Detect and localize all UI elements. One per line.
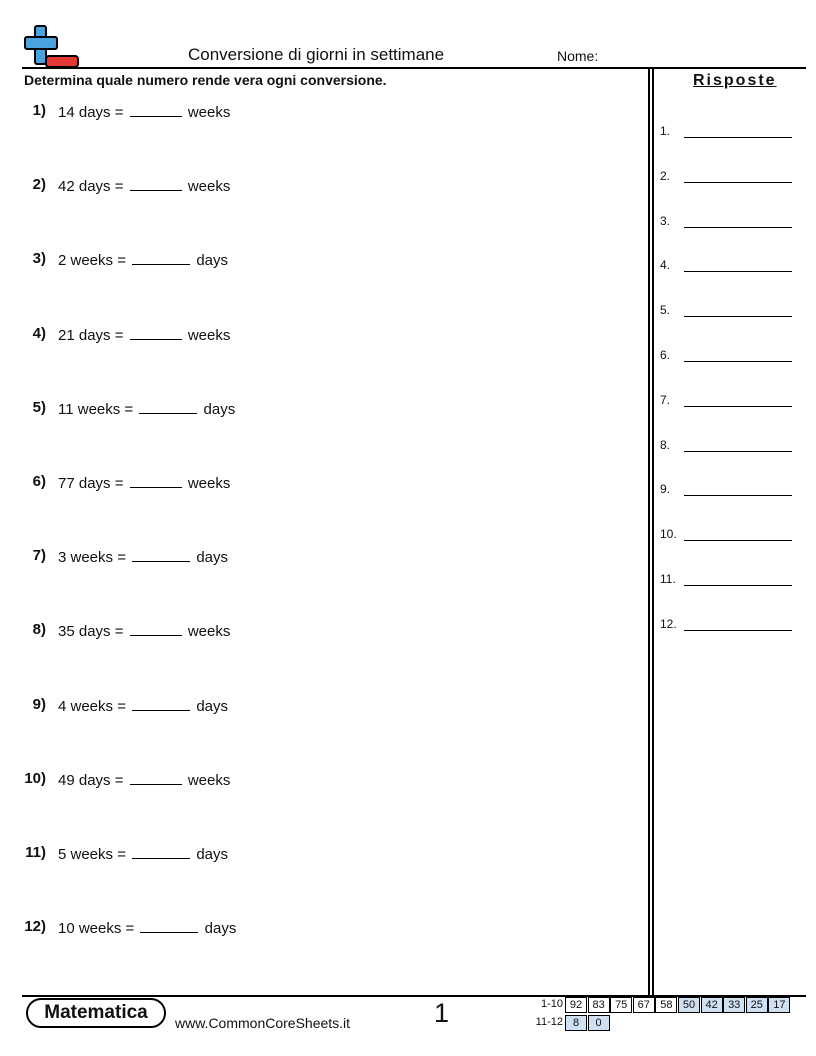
score-key-cell: 8 [565, 1015, 587, 1031]
answer-row [660, 482, 800, 498]
score-key-cell: 50 [678, 997, 700, 1013]
problem-text [58, 696, 228, 715]
problem-row [0, 770, 620, 792]
problem-row [0, 473, 620, 495]
problem-row [0, 399, 620, 421]
score-key-cell: 92 [565, 997, 587, 1013]
answer-row [660, 214, 800, 230]
answer-line[interactable] [684, 182, 792, 183]
problem-unit: days [203, 400, 236, 418]
problem-unit: weeks [187, 475, 231, 492]
problem-text [58, 176, 230, 195]
problem-text [58, 547, 228, 566]
answer-number: 3. [660, 213, 671, 228]
score-key-label: 11-12 [535, 1016, 563, 1028]
problem-row [0, 621, 620, 643]
answers-title: Risposte [693, 72, 777, 89]
answer-row [660, 258, 800, 274]
problem-unit: weeks [187, 326, 231, 344]
problem-unit: weeks [187, 771, 231, 789]
score-key-cell: 25 [746, 997, 768, 1013]
answer-blank[interactable] [132, 250, 190, 265]
problem-text [58, 473, 230, 492]
problem-text [58, 399, 235, 418]
problem-number: 7) [32, 547, 46, 565]
answer-number: 9. [660, 482, 671, 497]
problem-quantity: 77 days = [58, 475, 124, 492]
answer-number: 6. [660, 348, 671, 362]
score-key-cell: 33 [723, 997, 745, 1013]
problem-unit: days [196, 846, 228, 863]
problem-quantity: 35 days = [58, 623, 124, 641]
problem-row [0, 176, 620, 198]
answer-row [660, 617, 800, 633]
problem-quantity: 5 weeks = [58, 846, 126, 863]
answer-number: 4. [660, 258, 671, 273]
answer-blank[interactable] [130, 102, 182, 117]
problem-number: 5) [32, 398, 46, 416]
problem-quantity: 10 weeks = [58, 920, 135, 938]
column-divider-right [652, 67, 654, 996]
problem-unit: days [196, 252, 228, 270]
problem-unit: weeks [187, 104, 231, 121]
score-key-cell: 83 [588, 997, 610, 1013]
problem-row [0, 844, 620, 866]
answer-row [660, 303, 800, 319]
page-number: 1 [434, 998, 450, 1028]
problem-unit: weeks [187, 623, 231, 641]
answer-number: 5. [660, 303, 671, 318]
answer-row [660, 348, 800, 364]
problem-number: 2) [32, 176, 46, 194]
answer-blank[interactable] [140, 918, 198, 933]
answer-blank[interactable] [132, 547, 190, 562]
problem-number: 11) [25, 844, 46, 861]
answer-line[interactable] [684, 137, 792, 138]
problem-quantity: 3 weeks = [58, 549, 126, 567]
problem-row [0, 696, 620, 718]
problem-quantity: 4 weeks = [58, 697, 126, 715]
problem-text [58, 325, 230, 344]
problem-quantity: 21 days = [58, 326, 124, 344]
problem-row [0, 102, 620, 124]
subject-badge: Matematica [26, 998, 166, 1028]
answer-blank[interactable] [130, 325, 182, 340]
score-key-cell: 17 [768, 997, 790, 1013]
problem-row [0, 918, 620, 940]
problem-number: 8) [32, 621, 46, 639]
problem-number: 3) [32, 250, 46, 268]
problem-text [58, 918, 236, 937]
page-title: Conversione di giorni in settimane [188, 45, 445, 64]
answer-line[interactable] [684, 316, 792, 317]
answer-line[interactable] [684, 585, 792, 586]
problem-unit: days [204, 920, 237, 938]
problem-quantity: 49 days = [58, 771, 124, 789]
problem-unit: days [196, 697, 228, 715]
problem-text [58, 844, 228, 863]
answer-blank[interactable] [130, 473, 182, 488]
problem-quantity: 42 days = [58, 178, 124, 196]
problem-unit: days [196, 549, 228, 567]
plus-minus-logo-icon [24, 25, 80, 69]
answer-row [660, 393, 800, 409]
problem-number: 6) [32, 473, 46, 490]
score-key-cell: 67 [633, 997, 655, 1013]
answer-number: 7. [660, 392, 671, 407]
answer-number: 12. [660, 616, 677, 631]
answer-blank[interactable] [130, 176, 182, 191]
name-label: Nome: [557, 48, 599, 64]
instructions: Determina quale numero rende vera ogni conversione. [24, 72, 387, 88]
answer-blank[interactable] [132, 844, 190, 859]
problem-quantity: 11 weeks = [58, 400, 134, 418]
problem-number: 10) [24, 769, 46, 787]
problem-text [58, 770, 230, 789]
answer-line[interactable] [684, 451, 792, 452]
answer-line[interactable] [684, 406, 792, 407]
answer-number: 10. [660, 527, 677, 542]
answer-blank[interactable] [132, 696, 190, 711]
problem-text [58, 250, 228, 269]
answer-number: 11. [660, 572, 676, 586]
problem-quantity: 14 days = [58, 104, 124, 121]
problem-row [0, 547, 620, 569]
answer-row [660, 124, 800, 140]
answer-line[interactable] [684, 540, 792, 541]
score-key-cell: 0 [588, 1015, 610, 1031]
answer-row [660, 527, 800, 543]
answer-blank[interactable] [139, 399, 197, 414]
answer-line[interactable] [684, 495, 792, 496]
answer-line[interactable] [684, 630, 792, 631]
answer-line[interactable] [684, 227, 792, 228]
answer-line[interactable] [684, 361, 792, 362]
answer-blank[interactable] [130, 770, 182, 785]
score-key-label: 1-10 [540, 998, 563, 1010]
answer-number: 2. [660, 168, 671, 183]
problem-text [58, 102, 230, 121]
answer-row [660, 572, 800, 588]
problem-number: 4) [32, 324, 46, 342]
header-rule [22, 67, 806, 69]
answer-blank[interactable] [130, 621, 182, 636]
problem-number: 12) [24, 918, 46, 936]
problem-number: 1) [32, 102, 46, 119]
problem-row [0, 325, 620, 347]
problem-unit: weeks [187, 178, 231, 196]
score-key-cell: 75 [610, 997, 632, 1013]
site-url: www.CommonCoreSheets.it [175, 1015, 351, 1031]
answer-number: 1. [660, 124, 671, 138]
score-key-cell: 58 [655, 997, 677, 1013]
answer-row [660, 438, 800, 454]
problem-text [58, 621, 230, 640]
answer-line[interactable] [684, 271, 792, 272]
answer-number: 8. [660, 437, 671, 452]
score-key-cell: 42 [701, 997, 723, 1013]
problem-row [0, 250, 620, 272]
problem-number: 9) [32, 695, 46, 713]
column-divider-left [648, 67, 650, 996]
answer-row [660, 169, 800, 185]
problem-quantity: 2 weeks = [58, 252, 126, 270]
